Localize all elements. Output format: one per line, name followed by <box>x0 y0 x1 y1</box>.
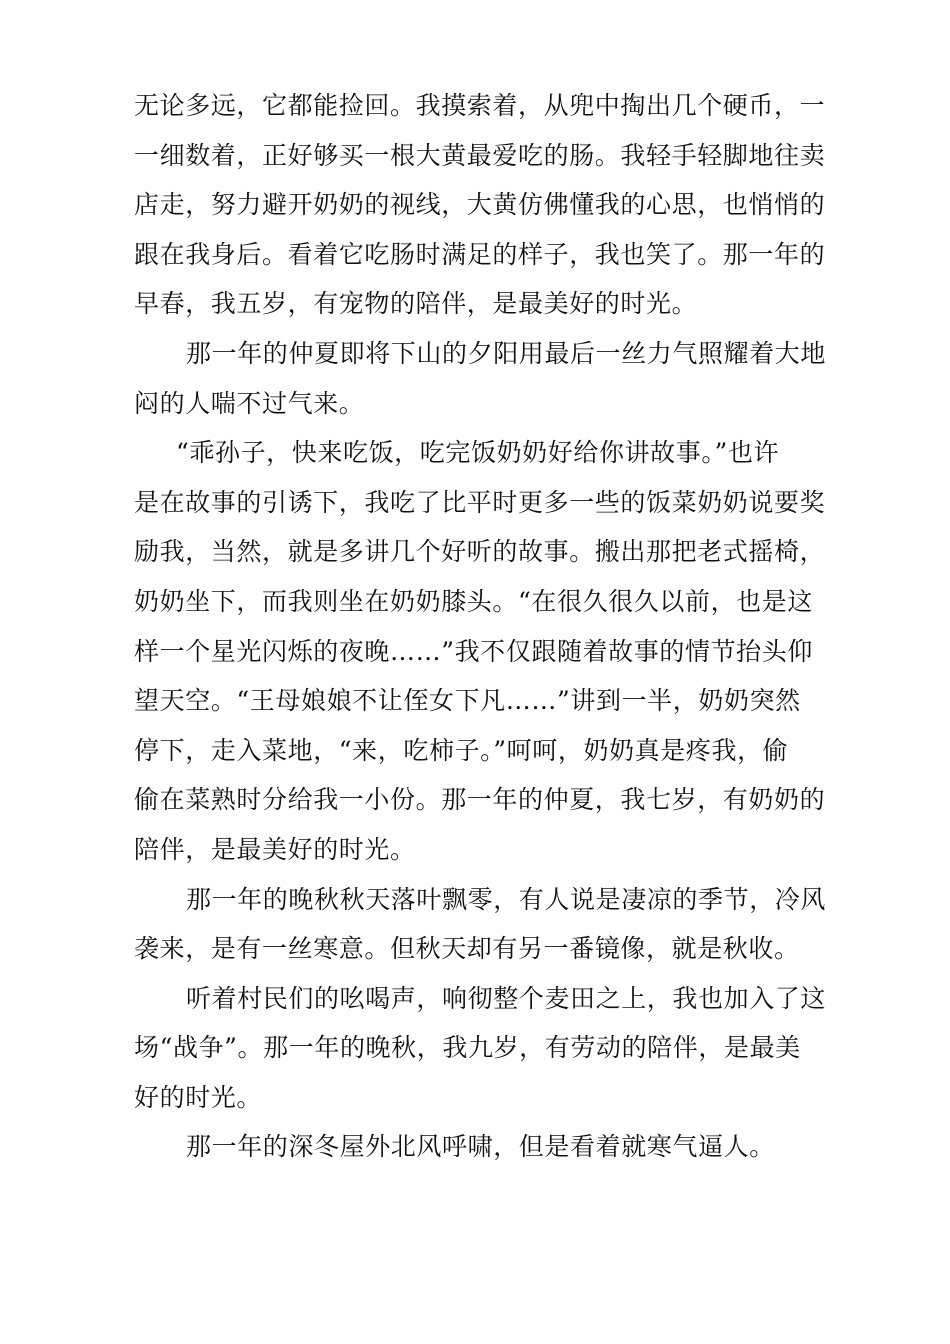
text-line: 那一年的晚秋秋天落叶飘零，有人说是凄凉的季节，冷风 <box>186 884 827 914</box>
text-line: 望天空。“王母娘娘不让侄女下凡……”讲到一半，奶奶突然 <box>134 686 801 716</box>
text-line: 店走，努力避开奶奶的视线，大黄仿佛懂我的心思，也悄悄的 <box>134 190 826 220</box>
text-line: 奶奶坐下，而我则坐在奶奶膝头。“在很久很久以前，也是这 <box>134 586 813 616</box>
text-line: 样一个星光闪烁的夜晚……”我不仅跟随着故事的情节抬头仰 <box>134 636 813 666</box>
paragraph-5 <box>134 974 834 1123</box>
text-line: 停下，走入菜地，“来，吃柿子。”呵呵，奶奶真是疼我，偷 <box>134 735 789 765</box>
text-line: 场“战争”。那一年的晚秋，我九岁，有劳动的陪伴，是最美 <box>134 1033 801 1063</box>
text-line: 袭来，是有一丝寒意。但秋天却有另一番镜像，就是秋收。 <box>134 934 800 964</box>
text-line: “乖孙子，快来吃饭，吃完饭奶奶好给你讲故事。”也许 <box>176 438 780 468</box>
text-line: 无论多远，它都能捡回。我摸索着，从兜中掏出几个硬币，一 <box>134 91 826 120</box>
text-line: 是在故事的引诱下，我吃了比平时更多一些的饭菜奶奶说要奖 <box>134 487 826 517</box>
text-line: 好的时光。 <box>134 1082 263 1112</box>
text-line: 偷在菜熟时分给我一小份。那一年的仲夏，我七岁，有奶奶的 <box>134 785 826 815</box>
paragraph-4 <box>134 875 834 974</box>
text-line: 那一年的仲夏即将下山的夕阳用最后一丝力气照耀着大地 <box>186 338 827 368</box>
text-line: 一细数着，正好够买一根大黄最爱吃的肠。我轻手轻脚地往卖 <box>134 140 826 170</box>
text-line: 励我，当然，就是多讲几个好听的故事。搬出那把老式摇椅， <box>134 537 826 567</box>
text-line: 跟在我身后。看着它吃肠时满足的样子，我也笑了。那一年的 <box>134 239 826 269</box>
text-line: 陪伴，是最美好的时光。 <box>134 834 416 864</box>
paragraph-2 <box>134 329 834 428</box>
paragraph-3 <box>134 428 834 874</box>
text-line: 那一年的深冬屋外北风呼啸，但是看着就寒气逼人。 <box>186 1132 775 1162</box>
text-line: 闷的人喘不过气来。 <box>134 388 365 418</box>
text-line: 早春，我五岁，有宠物的陪伴，是最美好的时光。 <box>134 289 698 319</box>
document-body <box>134 81 834 1172</box>
paragraph-6 <box>134 1122 834 1172</box>
paragraph-1 <box>134 81 834 329</box>
text-line: 听着村民们的吆喝声，响彻整个麦田之上，我也加入了这 <box>186 983 827 1013</box>
